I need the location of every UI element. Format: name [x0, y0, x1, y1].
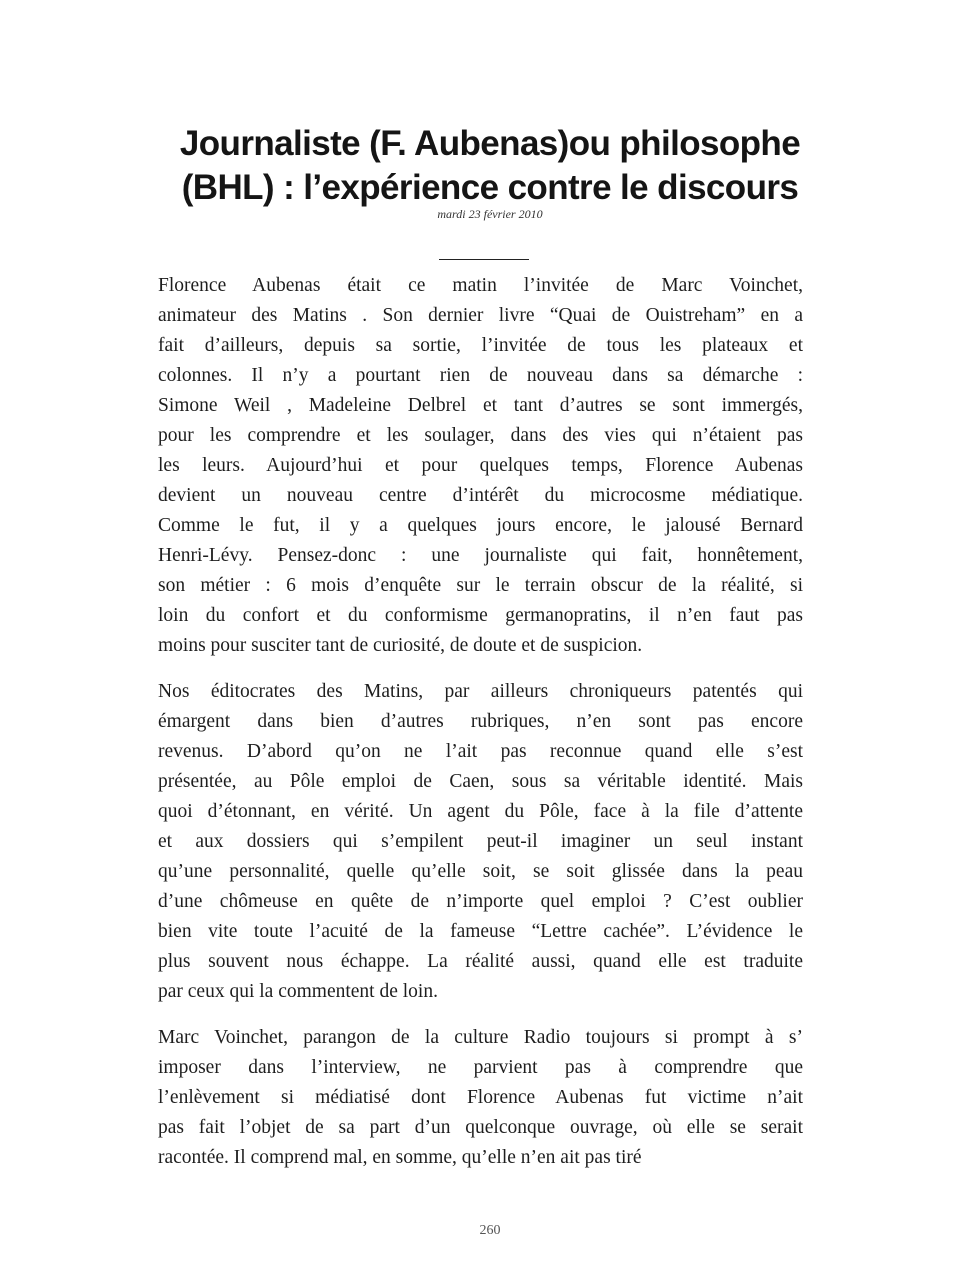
text-line: pour les comprendre et les soulager, dans des vies qui n’étaient pas	[158, 425, 803, 446]
text-line: racontée. Il comprend mal, en somme, qu’elle n’en ait pas tiré	[158, 1147, 642, 1168]
text-line: et aux dossiers qui s’empilent peut-il imaginer un seul instant	[158, 831, 803, 852]
article-title	[120, 122, 860, 210]
text-line: d’une chômeuse en quête de n’importe quel emploi ? C’est oublier	[158, 891, 803, 912]
text-line: l’enlèvement si médiatisé dont Florence Aubenas fut victime n’ait	[158, 1087, 803, 1108]
text-line: Marc Voinchet, parangon de la culture Radio toujours si prompt à s’	[158, 1027, 803, 1048]
text-line: animateur des Matins . Son dernier livre “Quai de Ouistreham” en a	[158, 305, 803, 326]
text-line: bien vite toute l’acuité de la fameuse “Lettre cachée”. L’évidence le	[158, 921, 803, 942]
text-line: les leurs. Aujourd’hui et pour quelques temps, Florence Aubenas	[158, 455, 803, 476]
text-line: moins pour susciter tant de curiosité, de doute et de suspicion.	[158, 635, 643, 656]
text-line: colonnes. Il n’y a pourtant rien de nouveau dans sa démarche :	[158, 365, 803, 386]
paragraph-1	[158, 271, 803, 661]
text-line: Nos éditocrates des Matins, par ailleurs chroniqueurs patentés qui	[158, 681, 803, 702]
article-title-line-2: (BHL) : l’expérience contre le discours	[181, 168, 799, 207]
text-line: présentée, au Pôle emploi de Caen, sous sa véritable identité. Mais	[158, 771, 803, 792]
article-body	[158, 271, 803, 1189]
text-line: devient un nouveau centre d’intérêt du microcosme médiatique.	[158, 485, 803, 506]
article-date: mardi 23 février 2010	[437, 207, 543, 221]
text-line: Comme le fut, il y a quelques jours encore, le jalousé Bernard	[158, 515, 803, 536]
text-line: imposer dans l’interview, ne parvient pas à comprendre que	[158, 1057, 803, 1078]
text-line: émargent dans bien d’autres rubriques, n’en sont pas encore	[158, 711, 803, 732]
paragraph-3	[158, 1023, 803, 1173]
article-title-line-1: Journaliste (F. Aubenas)ou philosophe	[179, 124, 801, 163]
text-line: pas fait l’objet de sa part d’un quelconque ouvrage, où elle se serait	[158, 1117, 803, 1138]
text-line: par ceux qui la commentent de loin.	[158, 981, 438, 1002]
text-line: son métier : 6 mois d’enquête sur le terrain obscur de la réalité, si	[158, 575, 803, 596]
text-line: Simone Weil , Madeleine Delbrel et tant d’autres se sont immergés,	[158, 395, 803, 416]
text-line: plus souvent nous échappe. La réalité aussi, quand elle est traduite	[158, 951, 803, 972]
text-line: quoi d’étonnant, en vérité. Un agent du Pôle, face à la file d’attente	[158, 801, 803, 822]
text-line: Florence Aubenas était ce matin l’invitée de Marc Voinchet,	[158, 275, 803, 296]
text-line: loin du confort et du conformisme germanopratins, il n’en faut pas	[158, 605, 803, 626]
page-number: 260	[479, 1223, 501, 1238]
text-line: revenus. D’abord qu’on ne l’ait pas reconnue quand elle s’est	[158, 741, 803, 762]
paragraph-2	[158, 677, 803, 1007]
text-line: qu’une personnalité, quelle qu’elle soit, se soit glissée dans la peau	[158, 861, 803, 882]
text-line: Henri-Lévy. Pensez-donc : une journaliste qui fait, honnêtement,	[158, 545, 803, 566]
text-line: fait d’ailleurs, depuis sa sortie, l’invitée de tous les plateaux et	[158, 335, 803, 356]
title-separator	[439, 259, 529, 260]
